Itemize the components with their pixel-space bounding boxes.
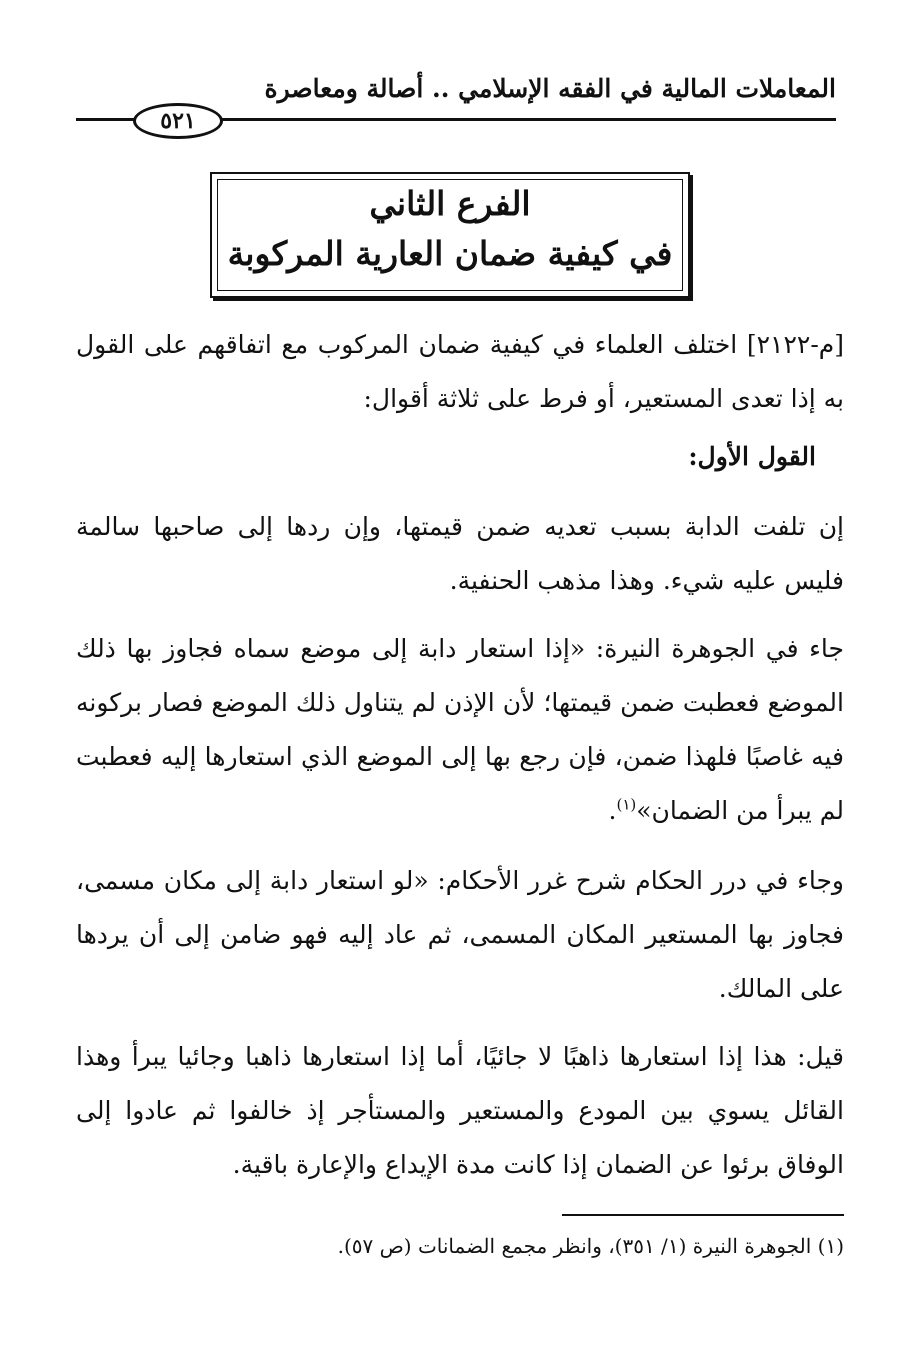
running-header-title: المعاملات المالية في الفقه الإسلامي .. أصالة ومعاصرة — [264, 74, 836, 103]
section-title-line-1: الفرع الثاني — [369, 184, 531, 223]
footnote-rule — [562, 1214, 844, 1216]
paragraph-5: قيل: هذا إذا استعارها ذاهبًا لا جائيًا، أما إذا استعارها ذاهبا وجائيا يبرأ وهذا القائل يسوي بين المودع والمستعير والمستأجر إذ خالفوا ثم عادوا إلى الوفاق برئوا عن الضمان إذا كانت مدة الإيداع والإعارة باقية. — [76, 1042, 844, 1179]
paragraph-1: [م-٢١٢٢] اختلف العلماء في كيفية ضمان المركوب مع اتفاقهم على القول به إذا تعدى المستعير، أو فرط على ثلاثة أقوال: — [76, 330, 844, 413]
paragraph-3-text: جاء في الجوهرة النيرة: «إذا استعار دابة إلى موضع سماه فجاوز بها ذلك الموضع فعطبت ضمن قيمتها؛ لأن الإذن لم يتناول ذلك الموضع فصار بركونه فيه غاصبًا فلهذا ضمن، فإن رجع بها إلى الموضع الذي استعارها إليه فعطبت لم يبرأ من الضمان» — [76, 634, 844, 825]
section-title-line-2: في كيفية ضمان العارية المركوبة — [227, 234, 673, 273]
footnote-reference: (١) — [616, 795, 637, 814]
section-title-box — [210, 172, 690, 298]
paragraph-4: وجاء في درر الحكام شرح غرر الأحكام: «لو استعار دابة إلى مكان مسمى، فجاوز بها المستعير المكان المسمى، ثم عاد إليه فهو ضامن إلى أن يردها على المالك. — [76, 866, 844, 1003]
page-number: ٥٢١ — [133, 103, 223, 139]
paragraph-3-end: . — [608, 796, 617, 825]
paragraph-3 — [76, 622, 844, 838]
heading-first-opinion: القول الأول: — [688, 442, 816, 471]
footnote: (١) الجوهرة النيرة (١/ ٣٥١)، وانظر مجمع الضمانات (ص ٥٧). — [337, 1234, 844, 1258]
paragraph-2: إن تلفت الدابة بسبب تعديه ضمن قيمتها، وإن ردها إلى صاحبها سالمة فليس عليه شيء. وهذا مذهب الحنفية. — [76, 512, 844, 595]
